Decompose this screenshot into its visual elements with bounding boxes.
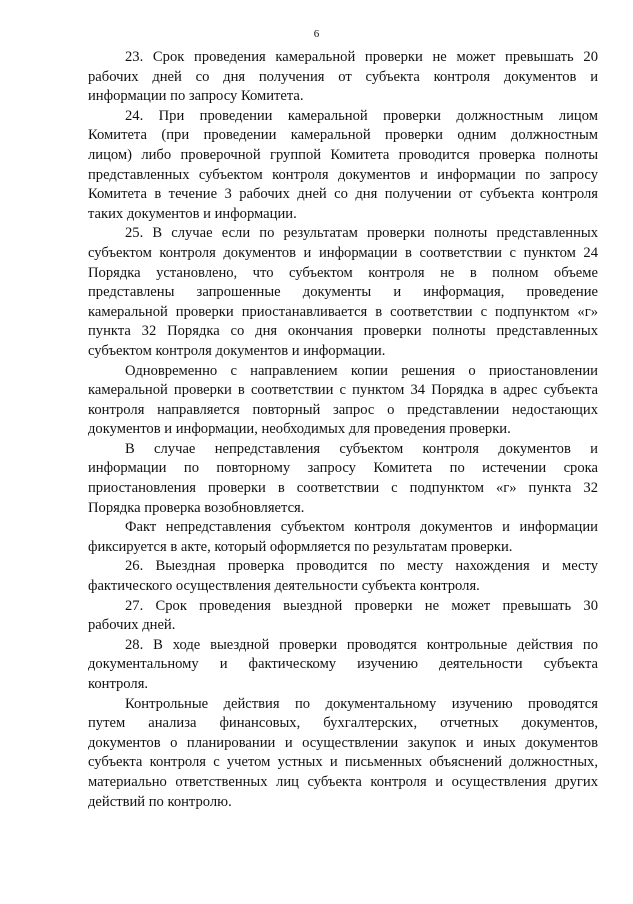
text-line: субъекта контроля с учетом устных и письменных объяснений должностных,	[88, 754, 598, 771]
text-line: документов и информации, необходимых для проведения проверки.	[88, 421, 511, 438]
text-line: документальному и фактическому изучению деятельности субъекта	[88, 656, 598, 673]
text-line: Порядка проверка возобновляется.	[88, 499, 305, 516]
text-line: 26. Выездная проверка проводится по месту нахождения и месту	[125, 558, 598, 575]
paragraph	[88, 224, 598, 361]
text-line: лицом) либо проверочной группой Комитета проводится проверка полноты	[88, 146, 598, 163]
text-line: рабочих дней.	[88, 617, 176, 634]
text-line: материально ответственных лиц субъекта контроля и осуществления других	[88, 773, 598, 790]
text-line: Факт непредставления субъектом контроля документов и информации	[125, 519, 598, 536]
text-line: контроля направляется повторный запрос о представлении недостающих	[88, 401, 598, 418]
text-line: Контрольные действия по документальному изучению проводятся	[125, 695, 598, 712]
text-line: документов о планировании и осуществлении закупок и иных документов	[88, 734, 598, 751]
text-line: фактического осуществления деятельности субъекта контроля.	[88, 578, 480, 595]
text-line: Порядка установлено, что субъектом контроля не в полном объеме	[88, 264, 598, 281]
text-line: 28. В ходе выездной проверки проводятся контрольные действия по	[125, 636, 598, 653]
paragraph	[88, 48, 598, 107]
text-line: 23. Срок проведения камеральной проверки не может превышать 20	[125, 49, 598, 65]
text-line: Одновременно с направлением копии решения о приостановлении	[125, 362, 598, 379]
text-line: 24. При проведении камеральной проверки должностным лицом	[125, 107, 598, 124]
text-line: камеральной проверки приостанавливается в соответствии с подпунктом «г»	[88, 303, 598, 320]
text-line: представленных субъектом контроля документов и информации по запросу	[88, 166, 598, 183]
text-line: фиксируется в акте, который оформляется по результатам проверки.	[88, 538, 513, 555]
text-line: таких документов и информации.	[88, 205, 297, 222]
paragraph	[88, 557, 598, 596]
paragraph	[88, 636, 598, 695]
document-body	[88, 48, 598, 812]
text-line: контроля.	[88, 676, 149, 692]
text-line: рабочих дней со дня получения от субъекта контроля документов и	[88, 68, 598, 85]
text-line: субъектом контроля документов и информации.	[88, 342, 386, 359]
text-line: 25. В случае если по результатам проверки полноты представленных	[125, 225, 598, 242]
page-number: 6	[313, 28, 320, 40]
text-line: камеральной проверки в соответствии с пунктом 34 Порядка в адрес субъекта	[88, 382, 598, 399]
paragraph	[88, 597, 598, 636]
text-line: действий по контролю.	[88, 793, 232, 810]
text-line: 27. Срок проведения выездной проверки не может превышать 30	[125, 597, 598, 614]
paragraph	[88, 518, 598, 557]
text-line: информации по повторному запросу Комитета по истечении срока	[88, 460, 598, 477]
paragraph	[88, 440, 598, 518]
text-line: Комитета (при проведении камеральной проверки одним должностным	[88, 127, 598, 144]
text-line: пункта 32 Порядка со дня окончания проверки полноты представленных	[88, 323, 598, 340]
text-line: Комитета в течение 3 рабочих дней со дня получении от субъекта контроля	[88, 186, 598, 203]
text-line: приостановления проверки в соответствии с подпунктом «г» пункта 32	[88, 480, 598, 497]
text-line: представлены запрошенные документы и информация, проведение	[88, 284, 598, 301]
text-line: субъектом контроля документов и информации в соответствии с пунктом 24	[88, 244, 598, 261]
text-line: путем анализа финансовых, бухгалтерских, отчетных документов,	[88, 715, 598, 732]
paragraph	[88, 362, 598, 440]
text-line: В случае непредставления субъектом контроля документов и	[125, 440, 598, 457]
paragraph	[88, 107, 598, 225]
text-line: информации по запросу Комитета.	[88, 88, 304, 105]
paragraph	[88, 695, 598, 813]
